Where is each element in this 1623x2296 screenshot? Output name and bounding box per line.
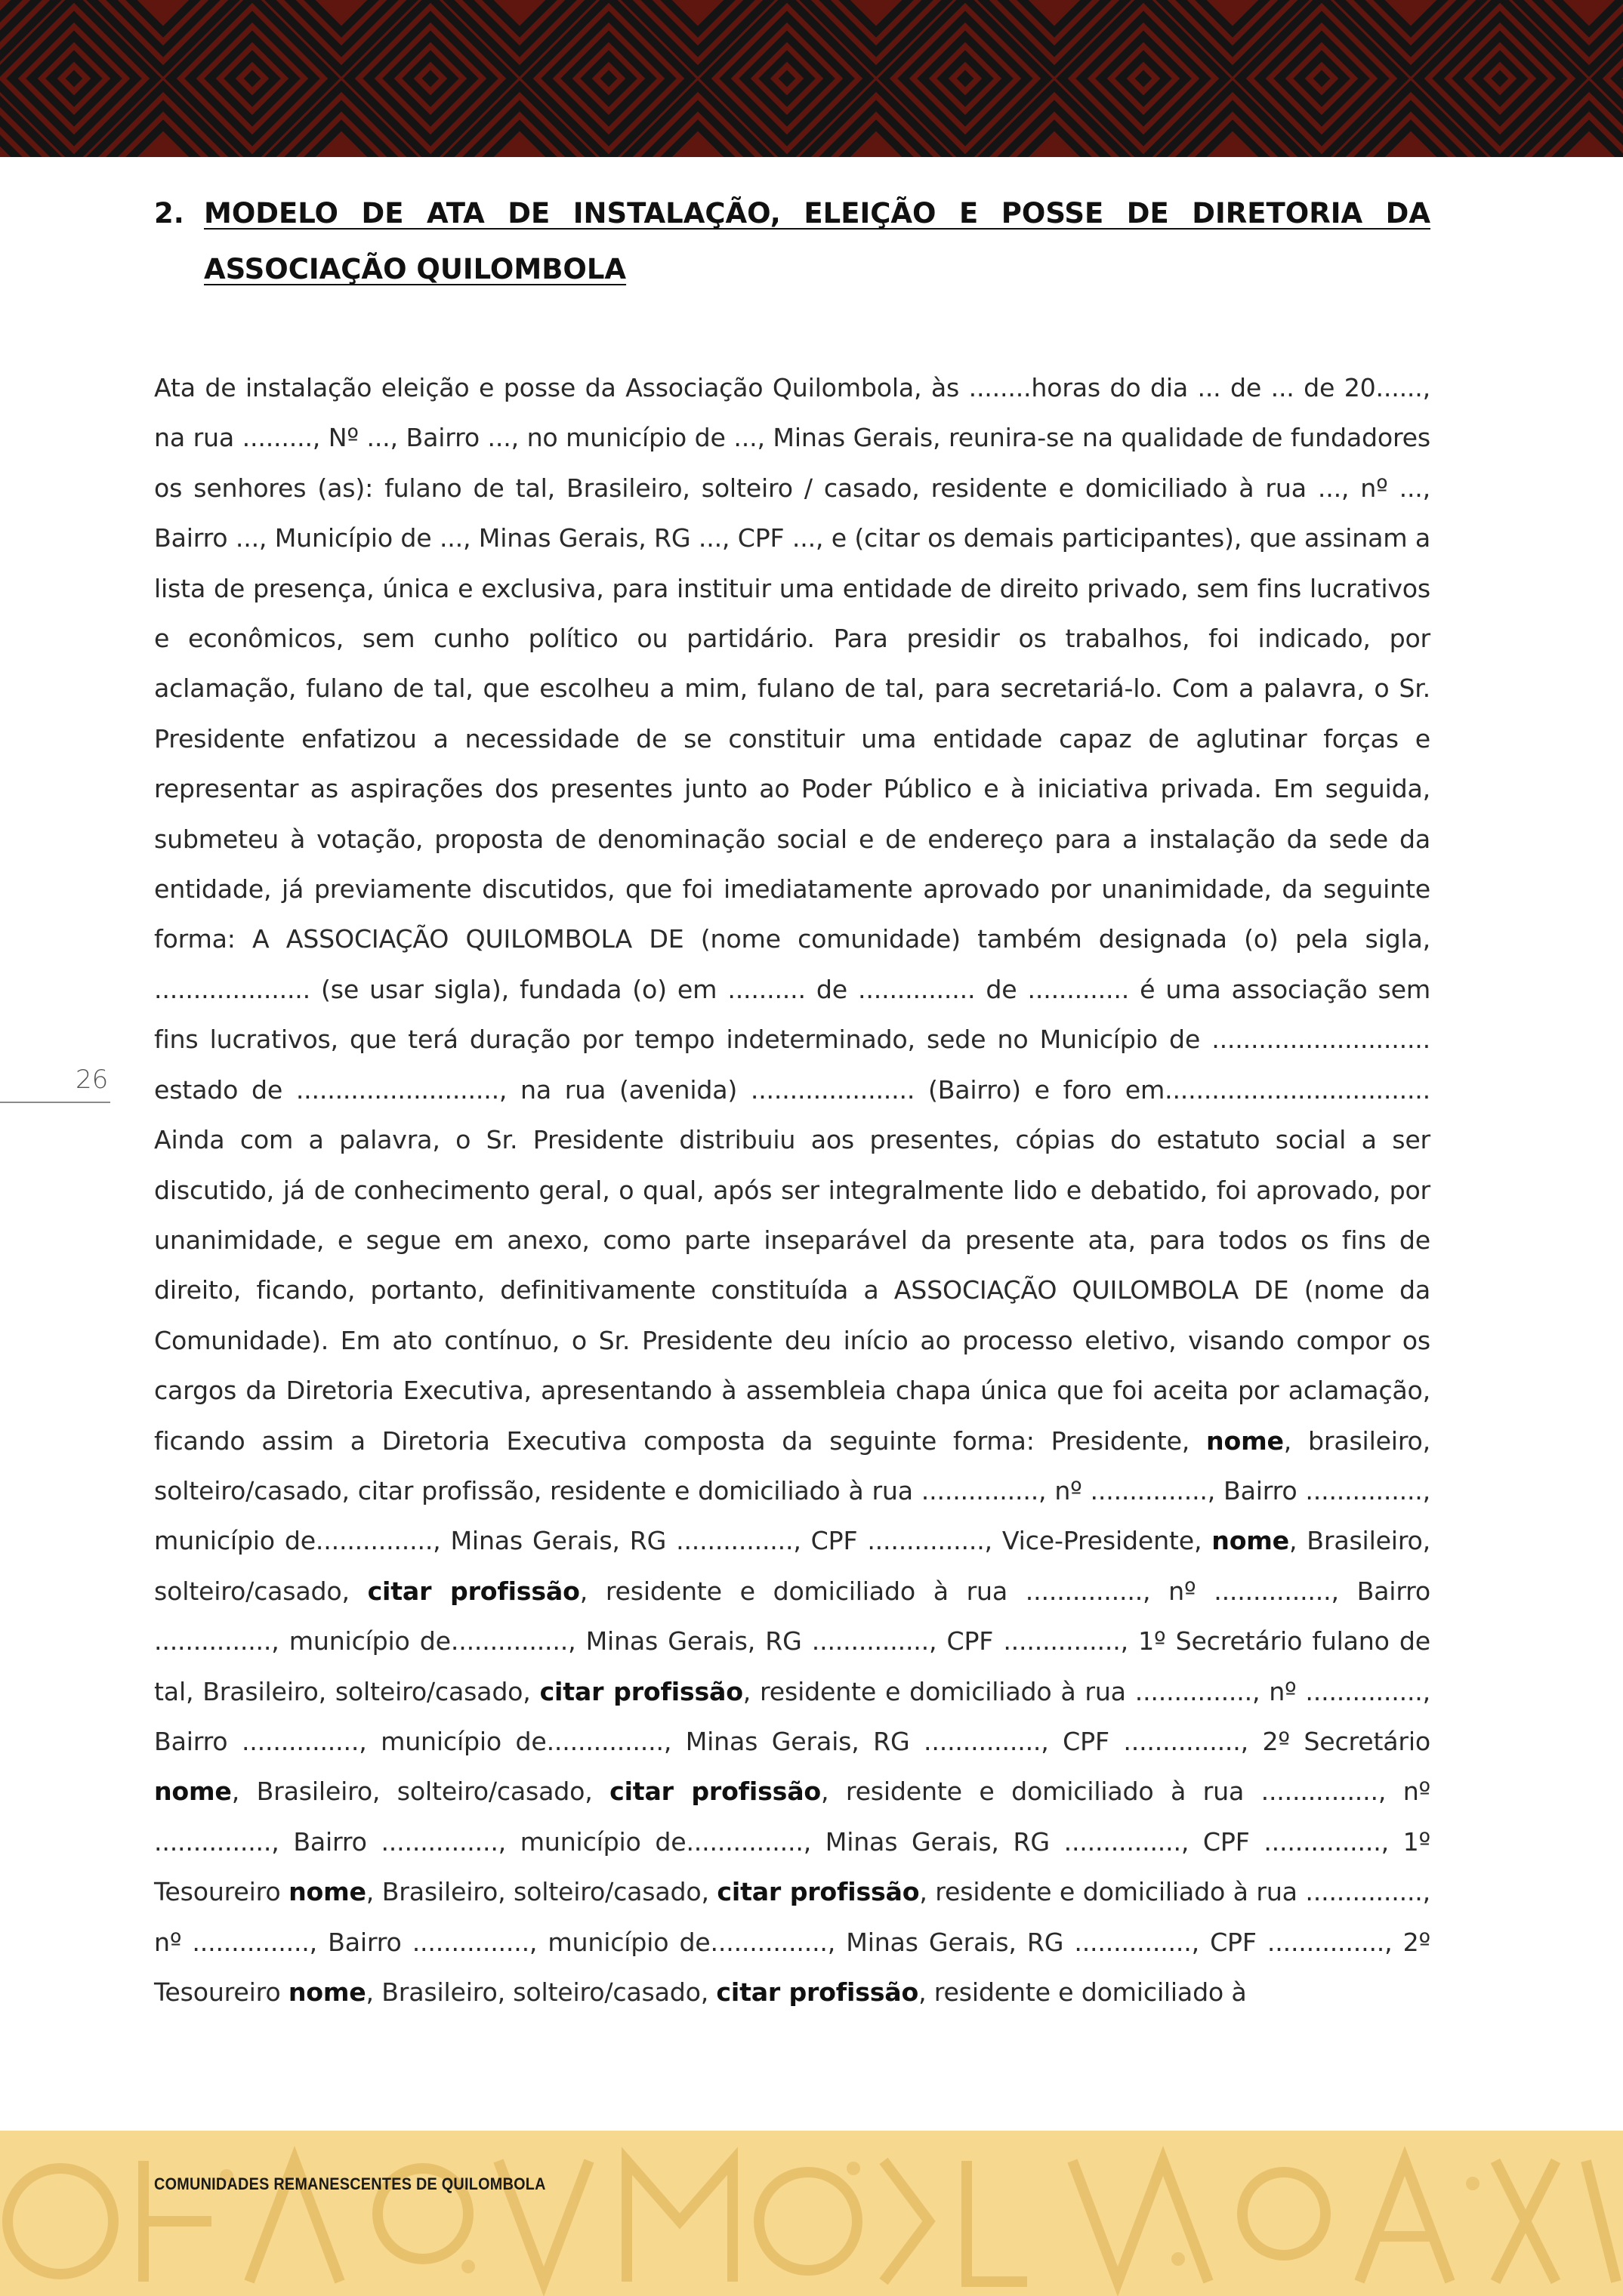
body-text-segment: , Brasileiro, solteiro/casado, — [366, 1877, 717, 1907]
geometric-pattern-icon — [0, 0, 1623, 157]
page-number-divider — [0, 1102, 110, 1103]
header-pattern-band — [0, 0, 1623, 157]
body-text-segment: Ata de instalação eleição e posse da Associação Quilombola, às ........horas do dia ... de ... de 20......, na rua ........., Nº ..., Bairro ..., no município de ..., Minas Gerais, reunira-se na qualidade de fundadores os senhores (as): fulano de tal, Brasileiro, solteiro / casado, residente e domiciliado à rua ..., nº ..., Bairro ..., Município de ..., Minas Gerais, RG ..., CPF ..., e (citar os demais participantes), que assinam a lista de presença, única e exclusiva, para instituir uma entidade de direito privado, sem fins lucrativos e econômicos, sem cunho político ou partidário. Para presidir os trabalhos, foi indicado, por aclamação, fulano de tal, que escolheu a mim, fulano de tal, para secretariá-lo. Com a palavra, o Sr. Presidente enfatizou a necessidade de se constituir uma entidade capaz de aglutinar forças e representar as aspirações dos presentes junto ao Poder Público e à iniciativa privada. Em seguida, submeteu à votação, proposta de denominação social e de endereço para a instalação da sede da entidade, já previamente discutidos, que foi imediatamente aprovado por unanimidade, da seguinte forma: A ASSOCIAÇÃO QUILOMBOLA DE (nome comunidade) também designada (o) pela sigla, .................... (se usar sigla), fundada (o) em .......... de ............... de ............. é uma associação sem fins lucrativos, que terá duração por tempo indeterminado, sede no Município de ............................ estado de .........................., na rua (avenida) ..................... (Bairro) e foro em.................................. Ainda com a palavra, o Sr. Presidente distribuiu aos presentes, cópias do estatuto social a ser discutido, já de conhecimento geral, o qual, após ser integralmente lido e debatido, foi aprovado, por unanimidade, e segue em anexo, como parte inseparável da presente ata, para todos os fins de direito, ficando, portanto, definitivamente constituída a ASSOCIAÇÃO QUILOMBOLA DE (nome da Comunidade). Em ato contínuo, o Sr. Presidente deu início ao processo eletivo, visando compor os cargos da Diretoria Executiva, apresentando à assembleia chapa única que foi aceita por aclamação, ficando assim a Diretoria Executiva composta da seguinte forma: Presidente, — [154, 373, 1430, 1456]
body-text-segment: , residente e domiciliado à — [918, 1977, 1247, 2007]
page-number: 26 — [76, 1065, 109, 1095]
body-text-segment: , brasileiro, solteiro/casado, citar profissão, residente e domiciliado à rua ..............., nº ..............., Bairro ..............., município de..............., Minas Gerais, RG ..............., CPF ..............., Vice-Presidente, — [154, 1425, 1430, 1556]
body-text-segment: , residente e domiciliado à rua ..............., nº ..............., Bairro ..............., município de..............., Minas Gerais, RG ..............., CPF ..............., 1º Tesoureiro — [154, 1777, 1430, 1907]
section-heading — [154, 186, 1430, 297]
body-text-segment: , residente e domiciliado à rua ..............., nº ..............., Bairro ..............., município de..............., Minas Gerais, RG ..............., CPF ..............., 2º Tesoureiro — [154, 1877, 1430, 2007]
bold-placeholder-nome: nome — [154, 1777, 232, 1807]
bold-placeholder-nome: nome — [288, 1977, 366, 2007]
bold-placeholder-profissao: citar profissão — [539, 1676, 743, 1706]
body-text-segment: , residente e domiciliado à rua ..............., nº ..............., Bairro ..............., município de..............., Minas Gerais, RG ..............., CPF ..............., 2º Secretário — [154, 1676, 1431, 1756]
bold-placeholder-nome: nome — [1211, 1526, 1289, 1556]
decorative-letters-icon — [0, 2131, 1623, 2296]
bold-placeholder-profissao: citar profissão — [717, 1877, 920, 1907]
bold-placeholder-nome: nome — [1206, 1425, 1284, 1456]
bold-placeholder-profissao: citar profissão — [609, 1777, 821, 1807]
section-title: MODELO DE ATA DE INSTALAÇÃO, ELEIÇÃO E POSSE DE DIRETORIA DA ASSOCIAÇÃO QUILOMBOLA — [204, 197, 1430, 285]
bold-placeholder-profissao: citar profissão — [716, 1977, 919, 2007]
bold-placeholder-profissao: citar profissão — [367, 1576, 580, 1606]
body-text-segment: , residente e domiciliado à rua ..............., nº ..............., Bairro ..............., município de..............., Minas Gerais, RG ..............., CPF ..............., 1º Secretário fulano de tal, Brasileiro, solteiro/casado, — [154, 1576, 1430, 1706]
body-text-segment: , Brasileiro, solteiro/casado, — [154, 1526, 1430, 1606]
footer-title: COMUNIDADES REMANESCENTES DE QUILOMBOLA — [154, 2174, 546, 2193]
footer-band — [0, 2131, 1623, 2296]
body-text-segment: , Brasileiro, solteiro/casado, — [366, 1977, 717, 2007]
body-text-segment: , Brasileiro, solteiro/casado, — [231, 1777, 610, 1807]
bold-placeholder-nome: nome — [288, 1877, 366, 1907]
body-paragraph — [154, 363, 1430, 2062]
section-number: 2. — [154, 197, 184, 230]
